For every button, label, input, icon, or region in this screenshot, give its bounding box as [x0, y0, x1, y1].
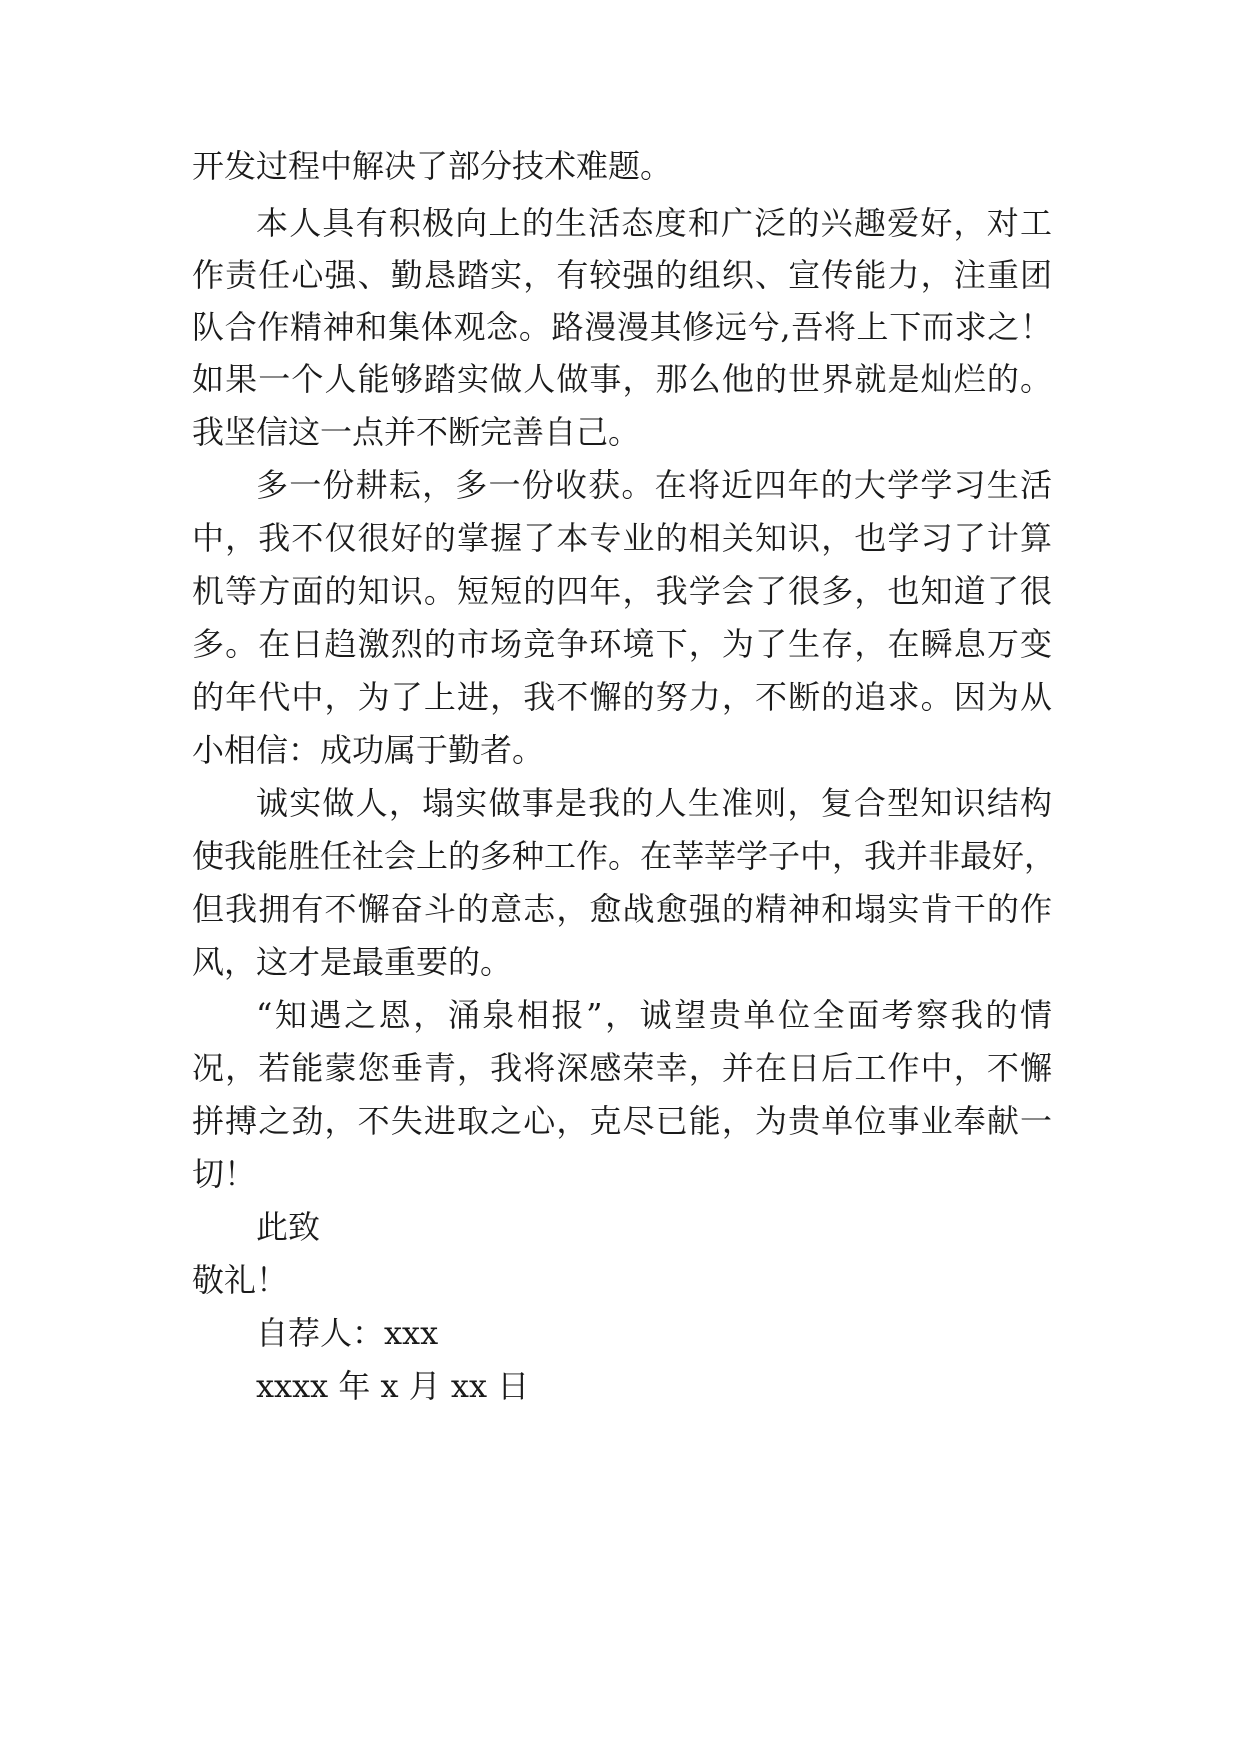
paragraph-line: 开发过程中解决了部分技术难题。	[192, 147, 673, 185]
paragraph-line: 况，若能蒙您垂青，我将深感荣幸，并在日后工作中，不懈	[192, 1049, 1052, 1087]
paragraph-line: 风，这才是最重要的。	[192, 943, 513, 981]
date-line: xxxx 年 x 月 xx 日	[256, 1367, 530, 1405]
paragraph-line: 诚实做人，塌实做事是我的人生准则，复合型知识结构	[256, 784, 1052, 822]
signature-line: 自荐人：xxx	[256, 1314, 439, 1352]
paragraph-line: 小相信：成功属于勤者。	[192, 731, 545, 769]
paragraph-line: 切！	[192, 1155, 257, 1193]
paragraph-line: 机等方面的知识。短短的四年，我学会了很多，也知道了很	[192, 572, 1052, 610]
paragraph-line: 如果一个人能够踏实做人做事，那么他的世界就是灿烂的。	[192, 360, 1052, 398]
closing-regards: 敬礼！	[192, 1261, 289, 1299]
paragraph-line: 本人具有积极向上的生活态度和广泛的兴趣爱好，对工	[256, 204, 1052, 242]
paragraph-line: 我坚信这一点并不断完善自己。	[192, 413, 641, 451]
paragraph-line: 的年代中，为了上进，我不懈的努力，不断的追求。因为从	[192, 678, 1052, 716]
paragraph-line: 队合作精神和集体观念。路漫漫其修远兮,吾将上下而求之！	[192, 308, 1052, 346]
paragraph-line: 多一份耕耘，多一份收获。在将近四年的大学学习生活	[256, 466, 1052, 504]
paragraph-line: 中，我不仅很好的掌握了本专业的相关知识，也学习了计算	[192, 519, 1052, 557]
closing-salutation: 此致	[256, 1208, 321, 1246]
paragraph-line: 使我能胜任社会上的多种工作。在莘莘学子中，我并非最好，	[192, 837, 1057, 875]
paragraph-line: “知遇之恩，涌泉相报”，诚望贵单位全面考察我的情	[256, 996, 1052, 1034]
paragraph-line: 多。在日趋激烈的市场竞争环境下，为了生存，在瞬息万变	[192, 625, 1052, 663]
paragraph-line: 作责任心强、勤恳踏实，有较强的组织、宣传能力，注重团	[192, 256, 1052, 294]
paragraph-line: 拼搏之劲，不失进取之心，克尽已能，为贵单位事业奉献一	[192, 1102, 1052, 1140]
paragraph-line: 但我拥有不懈奋斗的意志，愈战愈强的精神和塌实肯干的作	[192, 890, 1052, 928]
